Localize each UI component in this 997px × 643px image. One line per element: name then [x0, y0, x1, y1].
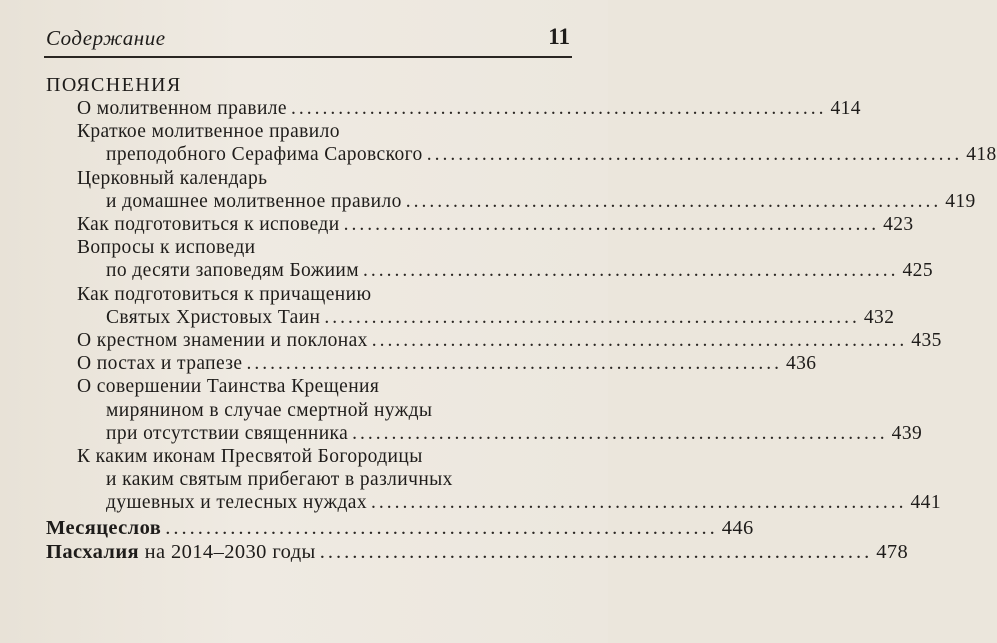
dot-leader: ....................................................................: [343, 214, 880, 235]
dot-leader: ....................................................................: [426, 144, 963, 166]
toc-entry: [106, 143, 997, 167]
entry-page-number: 478: [876, 540, 909, 563]
dot-leader: ....................................................................: [371, 330, 908, 351]
entry-title-bold: Месяцеслов: [46, 516, 162, 539]
entry-title-line: Церковный календарь: [77, 167, 268, 189]
dot-leader: ....................................................................: [405, 190, 942, 212]
entry-title: [106, 259, 359, 283]
entry-page-number: 446: [721, 516, 754, 539]
entry-page-number: 432: [863, 306, 895, 328]
entry-title-bold: Пасхалия: [46, 540, 140, 563]
entry-title-text: Святых Христовых Таин: [106, 306, 321, 328]
entry-title-text: при отсутствии священника: [106, 422, 349, 444]
entry-title: [77, 213, 340, 237]
entry-title-line: Краткое молитвенное правило: [77, 121, 340, 143]
entry-title-line: мирянином в случае смертной нужды: [106, 399, 433, 421]
entry-page-number: 436: [785, 353, 817, 375]
entry-title-text: Как подготовиться к исповеди: [77, 214, 340, 235]
entry-title-text: и домашнее молитвенное правило: [106, 190, 402, 212]
toc-entry: [77, 213, 914, 237]
entry-page-number: 414: [830, 98, 861, 119]
entry-title-line: О совершении Таинства Крещения: [77, 376, 380, 398]
entry-title: [46, 516, 161, 540]
toc-entry: [77, 352, 817, 376]
entry-page-number: 439: [891, 422, 923, 444]
entry-page-number: 418: [966, 144, 997, 166]
entry-title: [106, 422, 348, 446]
toc-entry: [77, 329, 942, 353]
entry-title-text: преподобного Серафима Саровского: [106, 144, 423, 166]
toc-entry: [106, 259, 933, 283]
entry-title: [46, 540, 316, 564]
dot-leader: ....................................................................: [165, 516, 718, 539]
section-title: ПОЯСНЕНИЯ: [46, 74, 182, 96]
entry-title-text: по десяти заповедям Божиим: [106, 260, 360, 282]
entry-title-line: и каким святым прибегают в различных: [106, 469, 453, 491]
entry-page-number: 441: [910, 492, 941, 514]
dot-leader: ....................................................................: [290, 98, 827, 119]
entry-title-line: Вопросы к исповеди: [77, 237, 256, 259]
toc-entry: [106, 491, 941, 515]
entry-page-number: 435: [911, 330, 942, 351]
entry-title: [77, 352, 242, 376]
entry-title: [106, 491, 367, 515]
entry-title: [106, 143, 423, 167]
toc-entry: [106, 306, 895, 330]
header-rule: [44, 56, 572, 58]
dot-leader: ....................................................................: [246, 353, 782, 375]
entry-title: [77, 329, 368, 353]
entry-title: [77, 97, 287, 121]
entry-title: [106, 190, 402, 214]
entry-page-number: 423: [883, 214, 914, 235]
entry-title-text: душевных и телесных нуждах: [106, 492, 368, 514]
toc-entry: [106, 190, 976, 214]
dot-leader: ....................................................................: [352, 422, 888, 444]
entry-title-line: Как подготовиться к причащению: [77, 283, 372, 305]
header-page-number: 11: [548, 24, 570, 49]
header-title: Содержание: [46, 26, 166, 50]
entry-page-number: 425: [902, 260, 933, 282]
toc-entry: [106, 422, 923, 446]
running-header: [46, 24, 570, 54]
entry-title: [106, 306, 320, 330]
dot-leader: ....................................................................: [324, 306, 860, 328]
dot-leader: ....................................................................: [319, 540, 873, 563]
entry-title-line: К каким иконам Пресвятой Богородицы: [77, 446, 423, 467]
entry-page-number: 419: [945, 190, 976, 212]
entry-title-text: на 2014–2030 годы: [139, 540, 316, 563]
dot-leader: ....................................................................: [363, 260, 899, 282]
toc-major-entry: [46, 516, 754, 540]
entry-title-text: О молитвенном правиле: [77, 98, 287, 119]
toc-entry: [77, 97, 861, 121]
entry-title-text: О постах и трапезе: [77, 353, 243, 375]
dot-leader: ....................................................................: [371, 492, 907, 514]
toc-major-entry: [46, 540, 909, 564]
entry-title-text: О крестном знамении и поклонах: [77, 330, 368, 351]
